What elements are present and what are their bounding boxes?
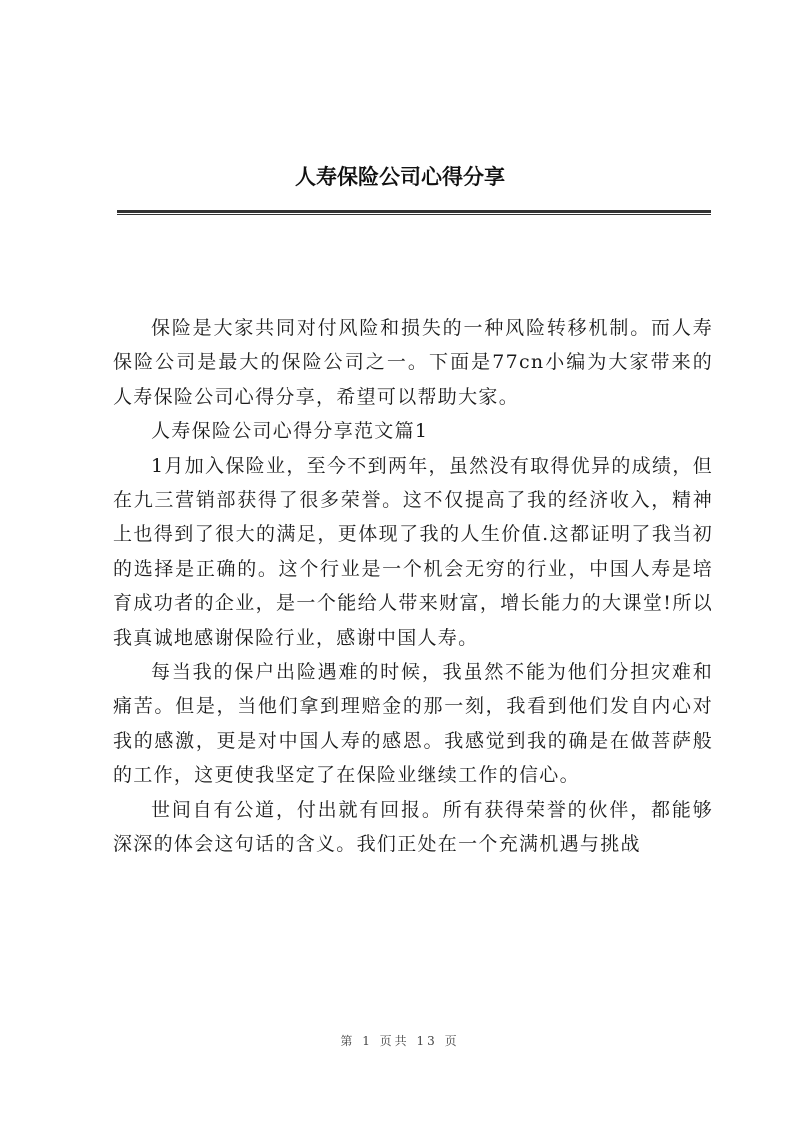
page-number-footer: 第 1 页共 13 页 xyxy=(340,1034,460,1048)
section-heading: 人寿保险公司心得分享范文篇1 xyxy=(151,420,429,443)
document-body xyxy=(113,311,713,862)
document-title: 人寿保险公司心得分享 xyxy=(295,165,505,189)
body-paragraph: 每当我的保户出险遇难的时候，我虽然不能为他们分担灾难和痛苦。但是，当他们拿到理赔金的那一刻，我看到他们发自内心对我的感激，更是对中国人寿的感恩。我感觉到我的确是在做菩萨般的工作，这更使我坚定了在保险业继续工作的信心。 xyxy=(113,661,713,787)
title-divider xyxy=(117,210,711,215)
intro-paragraph: 保险是大家共同对付风险和损失的一种风险转移机制。而人寿保险公司是最大的保险公司之一。下面是77cn小编为大家带来的人寿保险公司心得分享，希望可以帮助大家。 xyxy=(113,317,713,408)
body-paragraph: 1月加入保险业，至今不到两年，虽然没有取得优异的成绩，但在九三营销部获得了很多荣誉。这不仅提高了我的经济收入，精神上也得到了很大的满足，更体现了我的人生价值.这都证明了我当初的选择是正确的。这个行业是一个机会无穷的行业，中国人寿是培育成功者的企业，是一个能给人带来财富，增长能力的大课堂!所以我真诚地感谢保险行业，感谢中国人寿。 xyxy=(113,454,713,649)
body-paragraph: 世间自有公道，付出就有回报。所有获得荣誉的伙伴，都能够深深的体会这句话的含义。我们正处在一个充满机遇与挑战 xyxy=(113,798,713,856)
